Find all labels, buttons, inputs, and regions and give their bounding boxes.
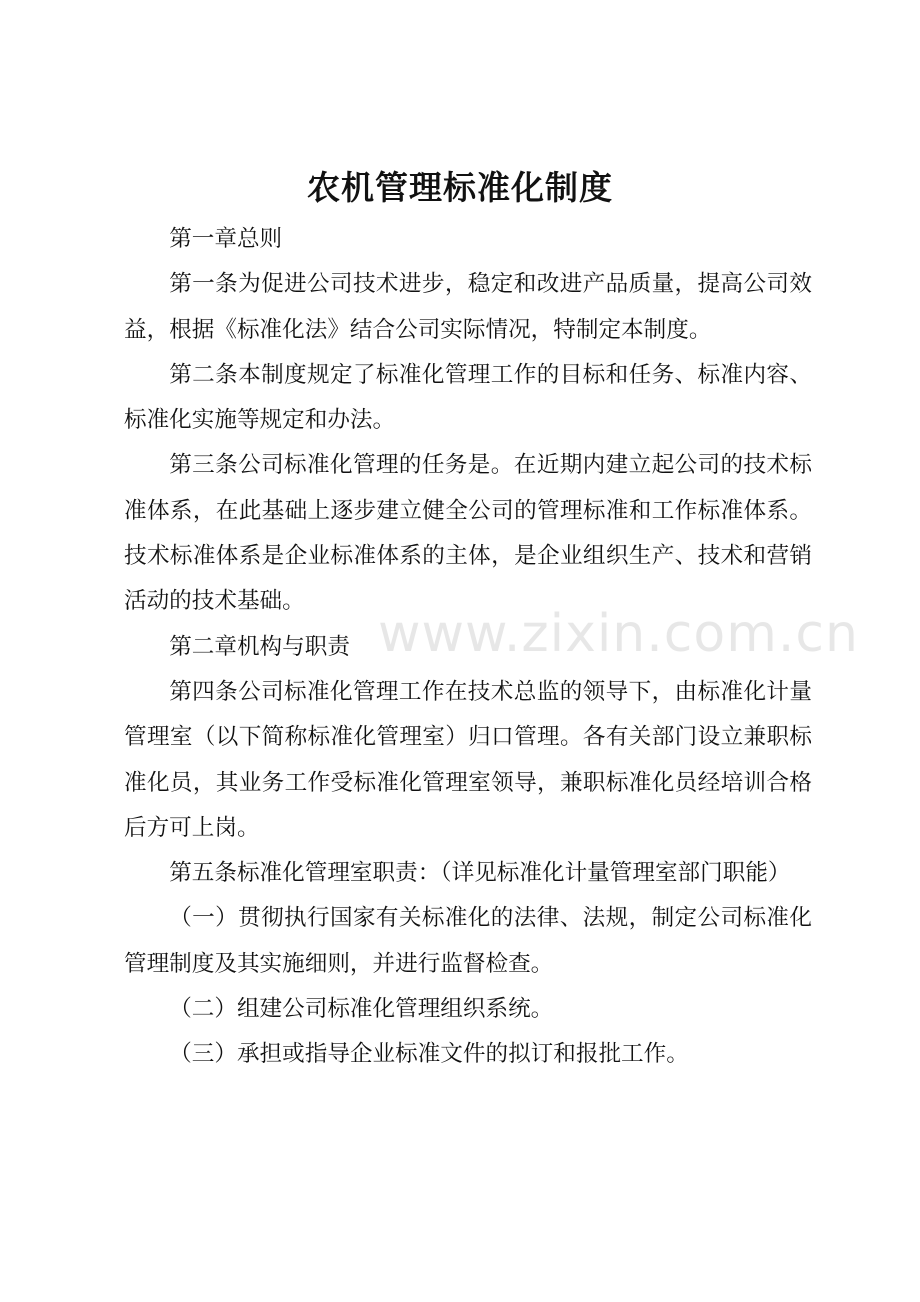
document-body [124, 217, 812, 1078]
duty-item-1: （一）贯彻执行国家有关标准化的法律、法规，制定公司标准化管理制度及其实施细则，并进行监督检查。 [124, 905, 812, 977]
article-5: 第五条标准化管理室职责：（详见标准化计量管理室部门职能） [169, 860, 791, 887]
article-4: 第四条公司标准化管理工作在技术总监的领导下，由标准化计量管理室（以下简称标准化管理室）归口管理。各有关部门设立兼职标准化员，其业务工作受标准化管理室领导，兼职标准化员经培训合格后方可上岗。 [124, 678, 812, 841]
article-1: 第一条为促进公司技术进步，稳定和改进产品质量，提高公司效益，根据《标准化法》结合公司实际情况，特制定本制度。 [124, 271, 812, 343]
article-2: 第二条本制度规定了标准化管理工作的目标和任务、标准内容、标准化实施等规定和办法。 [124, 361, 812, 434]
watermark-text: www.zixin.com.cn [378, 604, 859, 664]
chapter-heading-2: 第二章机构与职责 [169, 633, 350, 660]
document-title: 农机管理标准化制度 [307, 168, 613, 207]
article-3: 第三条公司标准化管理的任务是。在近期内建立起公司的技术标准体系，在此基础上逐步建立健全公司的管理标准和工作标准体系。技术标准体系是企业标准体系的主体，是企业组织生产、技术和营销活动的技术基础。 [124, 452, 812, 615]
duty-item-2: （二）组建公司标准化管理组织系统。 [169, 996, 554, 1023]
chapter-heading-1: 第一章总则 [169, 226, 283, 252]
duty-item-3: （三）承担或指导企业标准文件的拟订和报批工作。 [169, 1041, 689, 1068]
